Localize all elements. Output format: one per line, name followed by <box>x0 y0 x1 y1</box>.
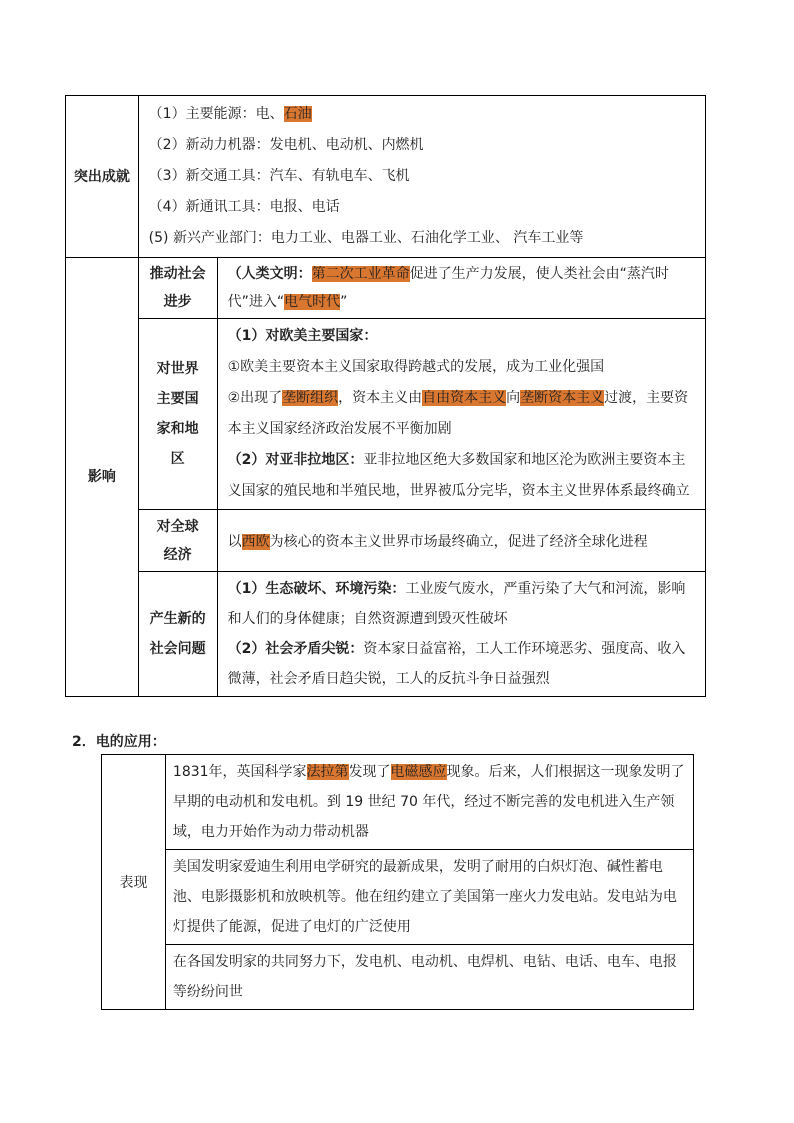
economy-cell <box>217 510 705 572</box>
society-text: 促进了生产力发展，使人类社会由“蒸汽时代”进入“ <box>227 266 669 310</box>
problem-2 <box>228 634 695 694</box>
application-row-1 <box>165 755 693 850</box>
achievement-item: （2）新动力机器：发电机、电动机、内燃机 <box>148 137 424 153</box>
asia-point <box>228 445 695 507</box>
economy-text: 为核心的资本主义世界市场最终确立，促进了经济全球化进程 <box>269 533 648 550</box>
application-row-3: 在各国发明家的共同努力下，发电机、电动机、电焊机、电钻、电话、电车、电报等纷纷问世 <box>165 945 693 1010</box>
world-cell <box>217 319 705 510</box>
europe-point-2 <box>228 383 695 445</box>
problem-text: 工业废气废水，严重污染了大气和河流，影响和人们的身体健康；自然资源遭到毁灭性破坏 <box>227 581 686 627</box>
society-tail: ” <box>340 294 348 310</box>
application-text: 现象。后来，人们根据这一现象发明了早期的电动机和发电机。到 19 世纪 70 年代，经过不断完善的发电机进入生产领域，电力开始作为动力带动机器 <box>172 764 685 840</box>
society-head: （人类文明： <box>227 266 312 282</box>
europe-text: ②出现了 <box>227 390 283 406</box>
achievements-label: 突出成就 <box>66 96 139 258</box>
achievement-item: (5) 新兴产业部门：电力工业、电器工业、石油化学工业、 汽车工业等 <box>148 230 584 246</box>
world-label: 对世界主要国家和地区 <box>138 319 217 510</box>
highlight: 电磁感应 <box>390 764 447 780</box>
achievements-cell <box>138 96 705 258</box>
application-text: 发现了 <box>348 764 391 780</box>
achievement-item: （3）新交通工具：汽车、有轨电车、飞机 <box>148 168 410 184</box>
achievement-item: （4）新通讯工具：电报、电话 <box>148 199 340 215</box>
europe-point-1: ①欧美主要资本主义国家取得跨越式的发展，成为工业化强国 <box>227 359 605 375</box>
achievement-item <box>149 99 695 130</box>
problems-label: 产生新的社会问题 <box>138 572 217 697</box>
achievement-text: （1）主要能源：电、 <box>148 106 284 122</box>
asia-head: （2）对亚非拉地区： <box>227 452 364 468</box>
highlight: 石油 <box>283 106 312 122</box>
highlight: 法拉第 <box>306 764 349 780</box>
application-row-2: 美国发明家爱迪生利用电学研究的最新成果，发明了耐用的白炽灯泡、碱性蓄电池、电影摄影机和放映机等。他在纽约建立了美国第一座火力发电站。发电站为电灯提供了能源，促进了电灯的广泛使用 <box>165 850 693 945</box>
highlight: 电气时代 <box>284 294 341 310</box>
society-label: 推动社会进步 <box>138 258 217 319</box>
application-text: 1831年，英国科学家 <box>172 764 307 780</box>
problem-1 <box>228 574 695 634</box>
problem-text: 资本家日益富裕，工人工作环境恶劣、强度高、收入微薄，社会矛盾日趋尖锐，工人的反抗斗争日益强烈 <box>227 641 686 687</box>
problem-head: （2）社会矛盾尖锐： <box>227 641 364 657</box>
europe-text: 向 <box>506 390 521 406</box>
performance-label: 表现 <box>102 755 166 1010</box>
economy-label: 对全球经济 <box>138 510 217 572</box>
highlight: 第二次工业革命 <box>311 266 410 282</box>
problem-head: （1）生态破坏、环境污染： <box>227 581 406 597</box>
europe-text: ，资本主义由 <box>338 390 423 406</box>
section-2-title: 2．电的应用： <box>72 734 166 750</box>
highlight: 垄断资本主义 <box>520 390 605 406</box>
highlight: 自由资本主义 <box>422 390 507 406</box>
impact-label: 影响 <box>66 258 139 697</box>
highlight: 西欧 <box>241 533 270 550</box>
highlight: 垄断组织 <box>282 390 339 406</box>
europe-text: 过渡，主要资本主义国家经济政治发展不平衡加剧 <box>227 390 689 437</box>
electricity-application-table <box>101 754 694 1010</box>
europe-head: （1）对欧美主要国家： <box>227 328 378 344</box>
problems-cell <box>217 572 705 697</box>
society-cell <box>217 258 705 319</box>
asia-text: 亚非拉地区绝大多数国家和地区沦为欧洲主要资本主义国家的殖民地和半殖民地，世界被瓜分完毕，资本主义世界体系最终确立 <box>227 452 690 499</box>
industrial-revolution-table <box>65 95 706 697</box>
economy-text: 以 <box>227 533 242 550</box>
